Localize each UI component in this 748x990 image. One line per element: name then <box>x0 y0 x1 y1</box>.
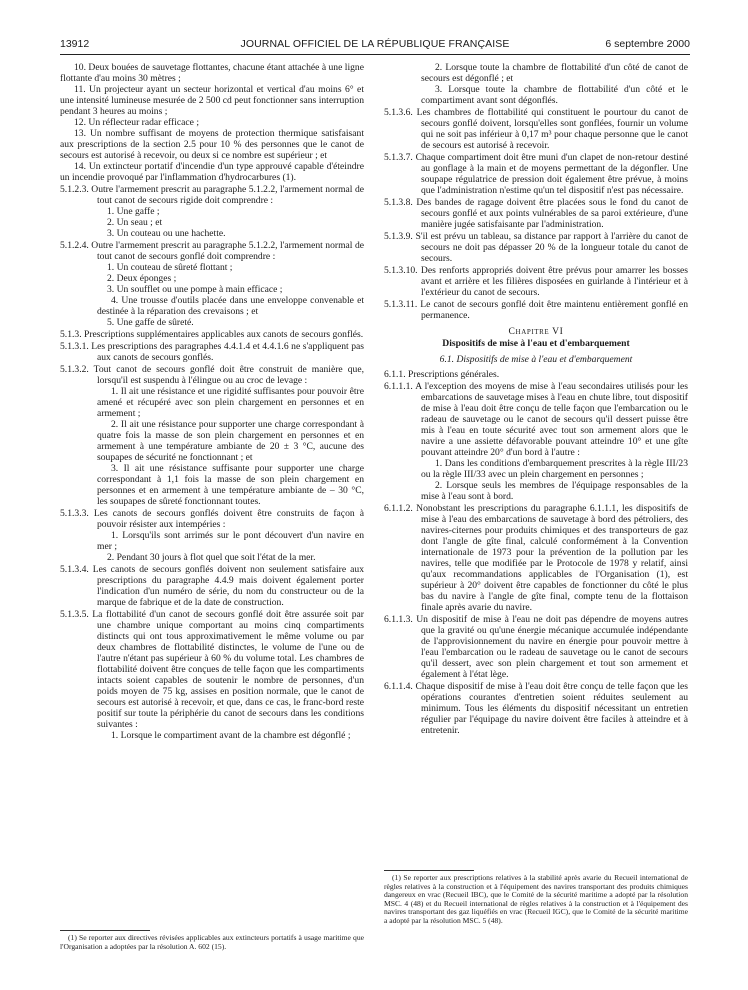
left-footnote <box>60 930 364 951</box>
numbered-paragraph: 5.1.3.7. Chaque compartiment doit être muni d'un clapet de non-retour destiné au gonflage à la main et de moyens permettant de la dégonfler. Une soupape régulatrice de pression doit également être prévue, à moins que l'administration n'estime qu'un tel dispositif n'est pas nécessaire. <box>384 152 688 196</box>
section-heading: 6.1.1. Prescriptions générales. <box>384 369 500 380</box>
numbered-paragraph: 6.1.1.4. Chaque dispositif de mise à l'eau doit être conçu de telle façon que les opérations courantes d'entretien soient réduites seulement au minimum. Tous les éléments du dispositif nécessitant un entretien régulier par l'équipage du navire doivent être faciles à atteindre et à entretenir. <box>384 681 688 736</box>
list-item: 2. Pendant 30 jours à flot quel que soit l'état de la mer. <box>107 552 316 563</box>
list-item: 3. Lorsque toute la chambre de flottabilité d'un côté et le compartiment avant sont dégonflés. <box>421 84 688 106</box>
numbered-paragraph: 6.1.1.1. A l'exception des moyens de mise à l'eau secondaires utilisés pour les embarcations de sauvetage mises à l'eau en chute libre, tout dispositif de mise à l'eau doit être conçu de telle façon que l'embarcation ou le radeau de sauvetage ou le canot de secours qu'il dessert puisse être mis à l'eau en toute sécurité avec tout son armement alors que le navire a une assiette défavorable pouvant atteindre 10° et une gîte pouvant atteindre 20° d'un bord à l'autre : <box>384 381 688 458</box>
right-column <box>384 62 688 736</box>
journal-title: JOURNAL OFFICIEL DE LA RÉPUBLIQUE FRANÇAISE <box>240 38 510 50</box>
list-item: 1. Une gaffe ; <box>107 206 160 217</box>
numbered-paragraph: 6.1.1.2. Nonobstant les prescriptions du paragraphe 6.1.1.1, les dispositifs de mise à l'eau des embarcations de sauvetage à bord des pétroliers, des navires-citernes pour produits chimiques et des transporteurs de gaz dont l'angle de gîte final, calculé conformément à la Convention internationale de 1973 pour la prévention de la pollution par les navires, telle que modifiée par le Protocole de 1978 y relatif, ainsi qu'aux recommandations applicables de l'Organisation (1), est supérieur à 20° doivent être capables de fonctionner du côté le plus bas du navire à l'angle de gîte final, compte tenu de la flottaison finale après avarie du navire. <box>384 503 688 613</box>
section-subtitle <box>384 354 688 365</box>
footnote-text: (1) Se reporter aux directives révisées applicables aux extincteurs portatifs à usage maritime que l'Organisation a adoptées par la résolution A. 602 (15). <box>60 933 364 951</box>
list-item: 2. Lorsque toute la chambre de flottabilité d'un côté de canot de secours est dégonflé ; et <box>421 62 688 84</box>
list-item: 2. Lorsque seuls les membres de l'équipage responsables de la mise à l'eau sont à bord. <box>421 480 688 502</box>
chapter-label-text: Chapitre VI <box>508 326 564 337</box>
numbered-paragraph: 5.1.3.6. Les chambres de flottabilité qui constituent le pourtour du canot de secours gonflé doivent, lorsqu'elles sont gonflées, fournir un volume qui ne soit pas inférieur à 0,17 m³ pour chaque personne que le canot de secours est autorisé à recevoir. <box>384 107 688 151</box>
numbered-paragraph: 6.1.1.3. Un dispositif de mise à l'eau ne doit pas dépendre de moyens autres que la gravité ou qu'une énergie mécanique accumulée indépendante de l'approvisionnement du navire en énergie pour pouvoir mettre à l'eau l'embarcation ou le radeau de sauvetage ou le canot de secours qu'il dessert, avec son plein chargement et tout son armement et également à l'état lège. <box>384 614 688 680</box>
list-item: 1. Il ait une résistance et une rigidité suffisantes pour pouvoir être amené et récupéré avec son plein chargement en personnes et en armement ; <box>97 386 364 419</box>
list-item: 3. Il ait une résistance suffisante pour supporter une charge correspondant à 1,1 fois la masse de son plein chargement en personnes et en armement à une température ambiante de – 30 °C, les soupapes de sûreté fonctionnant toutes. <box>97 463 364 507</box>
list-item: 2. Il ait une résistance pour supporter une charge correspondant à quatre fois la masse de son plein chargement en personnes et en armement à une température ambiante de 20 ± 3 °C, aucune des soupapes de sécurité ne fonctionnant ; et <box>97 419 364 463</box>
list-item: 4. Une trousse d'outils placée dans une enveloppe convenable et destinée à la réparation des crevaisons ; et <box>97 295 364 317</box>
footnote-rule <box>384 870 474 871</box>
list-item: 1. Un couteau de sûreté flottant ; <box>107 262 233 273</box>
list-item: 2. Deux éponges ; <box>107 273 177 284</box>
list-item: 1. Lorsqu'ils sont arrimés sur le pont découvert d'un navire en mer ; <box>97 530 364 552</box>
header-rule <box>60 54 690 55</box>
numbered-paragraph: 5.1.2.4. Outre l'armement prescrit au paragraphe 5.1.2.2, l'armement normal de tout canot de secours gonflé doit comprendre : <box>60 240 364 262</box>
list-item: 13. Un nombre suffisant de moyens de protection thermique satisfaisant aux prescriptions de la section 2.5 pour 10 % des personnes que le canot de secours est autorisé à recevoir, ou deux si ce nombre est supérieur ; et <box>60 128 364 161</box>
numbered-paragraph: 5.1.3.11. Le canot de secours gonflé doit être maintenu entièrement gonflé en permanence. <box>384 299 688 321</box>
numbered-paragraph: 5.1.2.3. Outre l'armement prescrit au paragraphe 5.1.2.2, l'armement normal de tout canot de secours rigide doit comprendre : <box>60 184 364 206</box>
list-item: 1. Dans les conditions d'embarquement prescrites à la règle III/23 ou la règle III/33 avec un plein chargement en personnes ; <box>421 458 688 480</box>
section-heading: 5.1.3. Prescriptions supplémentaires applicables aux canots de secours gonflés. <box>60 329 364 340</box>
running-header <box>60 38 690 52</box>
list-item: 3. Un soufflet ou une pompe à main efficace ; <box>107 284 283 295</box>
list-item: 10. Deux bouées de sauvetage flottantes, chacune étant attachée à une ligne flottante d'au moins 30 mètres ; <box>60 62 364 84</box>
list-item: 2. Un seau ; et <box>107 217 163 228</box>
numbered-paragraph: 5.1.3.3. Les canots de secours gonflés doivent être construits de façon à pouvoir résister aux intempéries : <box>60 508 364 530</box>
numbered-paragraph: 5.1.3.10. Des renforts appropriés doivent être prévus pour amarrer les bosses avant et arrière et les filières disposées en guirlande à l'intérieur et à l'extérieur du canot de secours. <box>384 265 688 298</box>
list-item: 1. Lorsque le compartiment avant de la chambre est dégonflé ; <box>111 730 351 741</box>
numbered-paragraph: 5.1.3.1. Les prescriptions des paragraphes 4.4.1.4 et 4.4.1.6 ne s'appliquent pas aux canots de secours gonflés. <box>60 341 364 363</box>
list-item: 14. Un extincteur portatif d'incendie d'un type approuvé capable d'éteindre un incendie provoqué par l'inflammation d'hydrocarbures (1). <box>60 161 364 183</box>
footnote-rule <box>60 930 150 931</box>
numbered-paragraph: 5.1.3.2. Tout canot de secours gonflé doit être construit de manière que, lorsqu'il est suspendu à l'élingue ou au croc de levage : <box>60 364 364 386</box>
issue-date: 6 septembre 2000 <box>605 38 690 50</box>
numbered-paragraph: 5.1.3.8. Des bandes de ragage doivent être placées sous le fond du canot de secours gonflé et aux points vulnérables de sa paroi extérieure, d'une manière jugée satisfaisante par l'administration. <box>384 197 688 230</box>
list-item: 5. Une gaffe de sûreté. <box>107 317 194 328</box>
numbered-paragraph: 5.1.3.9. S'il est prévu un tableau, sa distance par rapport à l'arrière du canot de secours ne doit pas dépasser 20 % de la longueur totale du canot de secours. <box>384 231 688 264</box>
section-subtitle-text: 6.1. Dispositifs de mise à l'eau et d'embarquement <box>439 354 633 365</box>
chapter-title: Dispositifs de mise à l'eau et d'embarquement <box>442 338 630 349</box>
numbered-paragraph: 5.1.3.4. Les canots de secours gonflés doivent non seulement satisfaire aux prescriptions du paragraphe 4.4.9 mais doivent également porter l'indication d'un numéro de série, du nom du constructeur ou de la marque de fabrique et de la date de construction. <box>60 564 364 608</box>
numbered-paragraph: 5.1.3.5. La flottabilité d'un canot de secours gonflé doit être assurée soit par une chambre unique comportant au moins cinq compartiments distincts qui ont tous approximativement le même volume ou par deux chambres de flottabilité distinctes, le volume de l'une ou de l'autre n'étant pas supérieur à 60 % du volume total. Les chambres de flottabilité doivent être conçues de telle façon que les compartiments intacts soient capables de soutenir le nombre de personnes, d'un poids moyen de 75 kg, assises en position normale, que le canot de secours est autorisé à recevoir, et que, dans ce cas, le franc-bord reste positif sur toute la périphérie du canot de secours dans les conditions suivantes : <box>60 609 364 730</box>
page-number: 13912 <box>60 38 90 50</box>
chapter-label <box>384 326 688 337</box>
right-footnote <box>384 870 688 926</box>
list-item: 12. Un réflecteur radar efficace ; <box>74 117 199 128</box>
left-column <box>60 62 364 741</box>
list-item: 11. Un projecteur ayant un secteur horizontal et vertical d'au moins 6° et une intensité lumineuse mesurée de 2 500 cd peut fonctionner sans interruption pendant 3 heures au moins ; <box>60 84 364 117</box>
footnote-text: (1) Se reporter aux prescriptions relatives à la stabilité après avarie du Recueil international de règles relatives à la construction et à l'équipement des navires transportant des produits chimiques dangereux en vrac (Recueil IBC), que le Comité de la sécurité maritime a adopté par la résolution MSC. 4 (48) et du Recueil international de règles relatives à la construction et à l'équipement des navires transportant des gaz liquéfiés en vrac (Recueil IGC), que le Comité de la sécurité maritime a adopté par la résolution MSC. 5 (48). <box>384 873 688 925</box>
list-item: 3. Un couteau ou une hachette. <box>107 228 226 239</box>
